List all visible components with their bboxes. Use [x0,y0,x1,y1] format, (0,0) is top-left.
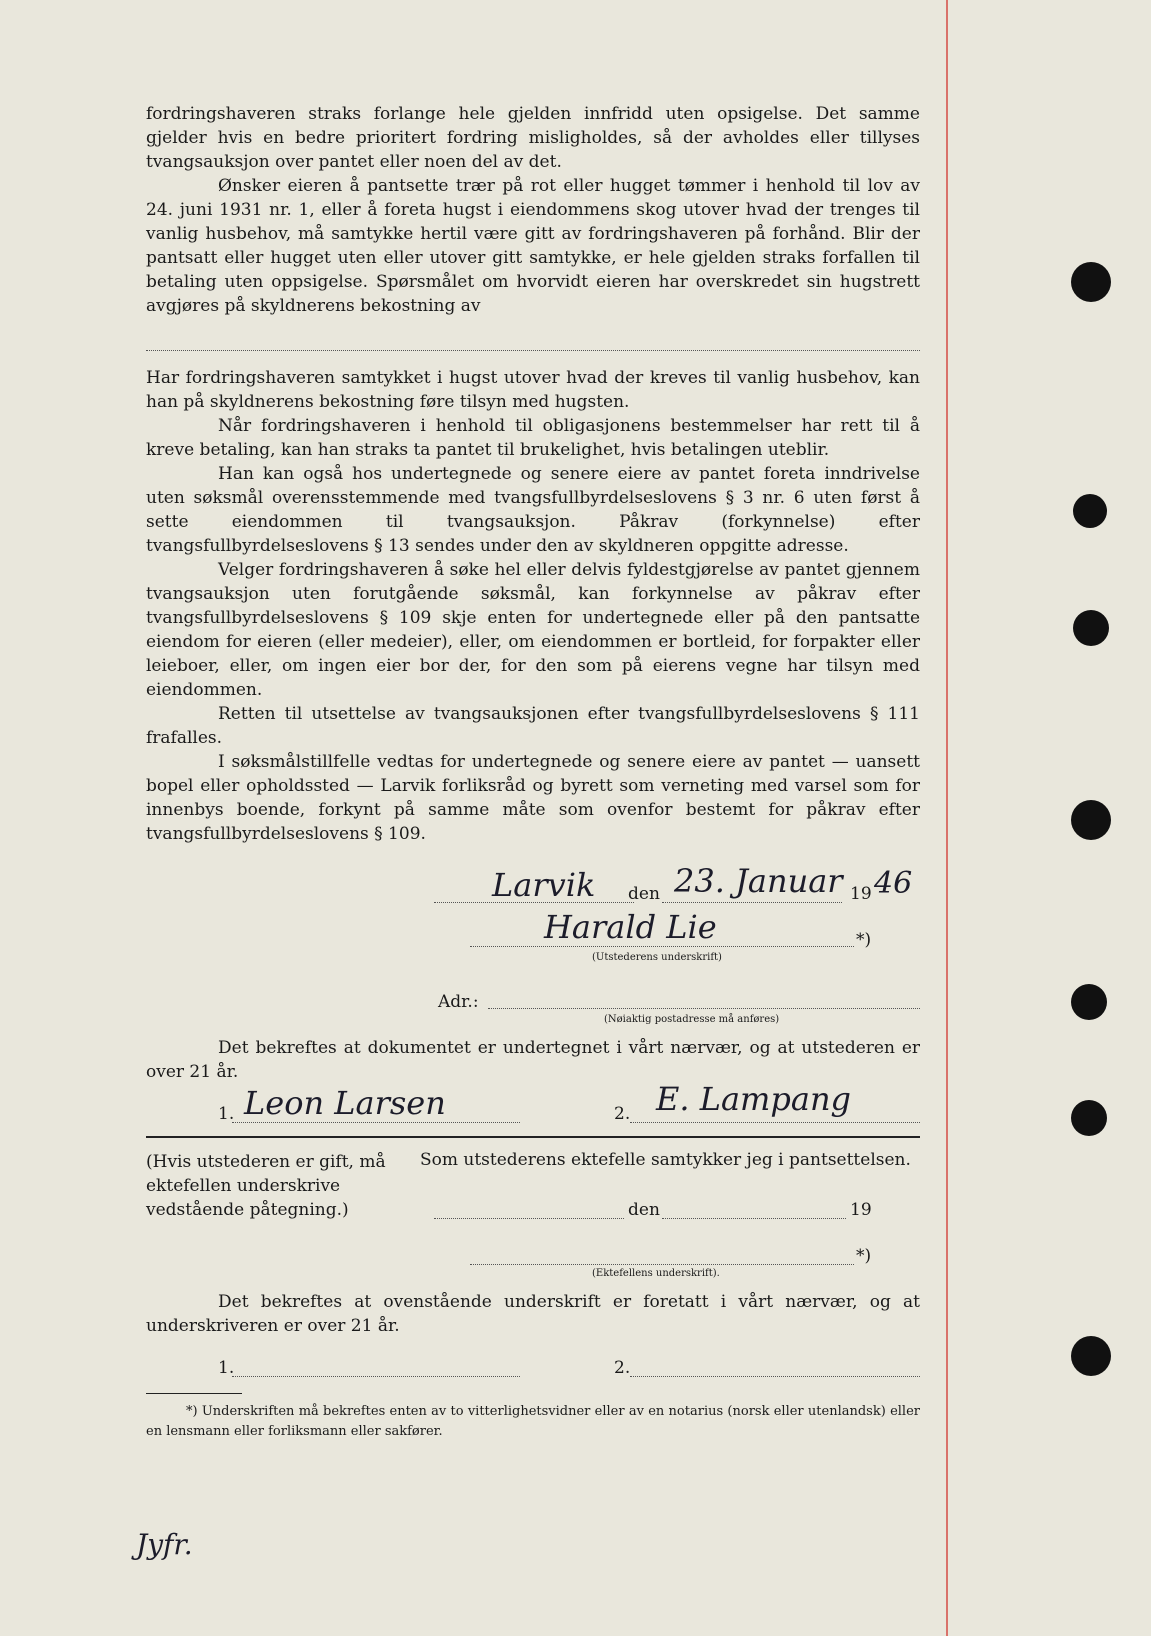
address-line [488,1008,920,1009]
witness-statement-2: Det bekreftes at ovenstående underskrift er foretatt i vårt nærvær, og at underskriveren er over 21 år. [146,1292,920,1336]
footnote [146,1402,920,1442]
spouse-place-line [434,1218,624,1219]
witness-2-number-1: 1. [218,1358,235,1378]
spouse-year-prefix: 19 [850,1200,872,1220]
paragraph: Velger fordringshaveren å søke hel eller delvis fyldestgjørelse av pantet gjennem tvangsauksjon uten forutgående søksmål, kan forkynnelse av påkrav efter tvangsfullbyrdelseslovens § 109 skje enten for undertegnede eller på den pantsatte eiendom for eieren (eller medeier), eller, om eiendommen er bortleid, for forpakter eller leieboer, eller, om ingen eier bor der, for den som på eierens vegne har tilsyn med eiendommen. [146,560,920,700]
address-caption: (Nøiaktig postadresse må anføres) [604,1014,780,1025]
spouse-den-label: den [628,1200,660,1220]
spouse-caption: (Ektefellens underskrift). [592,1268,720,1279]
spouse-asterisk: *) [856,1246,872,1266]
year-prefix: 19 [850,884,872,904]
handwritten-witness-2: E. Lampang [656,1080,852,1118]
punch-hole-icon [1071,1336,1111,1376]
spouse-date-line [662,1218,846,1219]
handwritten-date: 23. Januar [674,862,843,900]
adr-label: Adr.: [438,992,479,1012]
paragraph: Har fordringshaveren samtykket i hugst utover hvad der kreves til vanlig husbehov, kan han på skyldnerens bekostning føre tilsyn med hugsten. [146,368,920,412]
spouse-consent-text: Som utstederens ektefelle samtykker jeg i pantsettelsen. [420,1150,911,1170]
witness-2-line-1 [232,1376,520,1377]
separator-line [146,1136,920,1138]
paragraph: Retten til utsettelse av tvangsauksjonen efter tvangsfullbyrdelseslovens § 111 frafalles. [146,704,920,748]
witness-line-2 [630,1122,920,1123]
text-section-main [146,366,920,846]
den-label: den [628,884,660,904]
signature-line [470,946,854,947]
paragraph: I søksmålstillfelle vedtas for undertegnede og senere eiere av pantet — uansett bopel eller opholdssted — Larvik forliksråd og byrett som verneting med varsel som for innenbys boende, forkynt på samme måte som ovenfor bestemt for påkrav efter tvangsfullbyrdelseslovens § 109. [146,752,920,844]
paragraph: fordringshaveren straks forlange hele gjelden innfridd uten opsigelse. Det samme gjelder hvis en bedre prioritert fordring misligholdes, så der avholdes eller tillyses tvangsauksjon over pantet eller noen del av det. [146,104,920,172]
spouse-note: (Hvis utstederen er gift, må ektefellen underskrive vedstående påtegning.) [146,1152,386,1220]
text-section-top [146,102,920,318]
paragraph: Han kan også hos undertegnede og senere eiere av pantet foreta inndrivelse uten søksmål overensstemmende med tvangsfullbyrdelseslovens § 3 nr. 6 uten først å sette eiendommen til tvangsauksjon. Påkrav (forkynnelse) efter tvangsfullbyrdelseslovens § 13 sendes under den av skyldneren oppgitte adresse. [146,464,920,556]
witness-2-number-2: 2. [614,1358,631,1378]
handwritten-year: 46 [874,866,913,901]
witness-statement: Det bekreftes at dokumentet er undertegnet i vårt nærvær, og at utstederen er over 21 år. [146,1038,920,1082]
handwritten-initials: Jyfr. [136,1528,193,1561]
red-margin-line [946,0,948,1636]
punch-hole-icon [1073,494,1107,528]
asterisk: *) [856,930,872,950]
paragraph: Ønsker eieren å pantsette trær på rot eller hugget tømmer i henhold til lov av 24. juni 1931 nr. 1, eller å foreta hugst i eiendommens skog utover hvad der trenges til vanlig husbehov, må samtykke hertil være gitt av fordringshaveren på forhånd. Blir der pantsatt eller hugget uten eller utover gitt samtykke, er hele gjelden straks forfallen til betaling uten oppsigelse. Spørsmålet om hvorvidt eieren har overskredet sin hugstrett avgjøres på skyldnerens bekostning av [146,176,920,316]
punch-hole-icon [1071,262,1111,302]
paragraph: Når fordringshaveren i henhold til obligasjonens bestemmelser har rett til å kreve betaling, kan han straks ta pantet til brukelighet, hvis betalingen uteblir. [146,416,920,460]
punch-hole-icon [1073,610,1109,646]
footnote-text: *) Underskriften må bekreftes enten av to vitterlighetsvidner eller av en notarius (norsk eller utenlandsk) eller en lensmann eller forliksmann eller sakfører. [146,1404,920,1439]
punch-hole-icon [1071,984,1107,1020]
handwritten-place: Larvik [492,866,596,904]
handwritten-witness-1: Leon Larsen [244,1084,446,1122]
witness-number-2: 2. [614,1104,631,1124]
witness-2-line-2 [630,1376,920,1377]
witness-line-1 [232,1122,520,1123]
spouse-signature-line [470,1264,854,1265]
footnote-rule [146,1393,242,1394]
date-line [662,902,842,903]
handwritten-signature: Harald Lie [544,908,717,946]
punch-hole-icon [1071,1100,1107,1136]
signature-caption: (Utstederens underskrift) [592,952,722,963]
punch-hole-icon [1071,800,1111,840]
fill-in-line [146,350,920,351]
witness-number-1: 1. [218,1104,235,1124]
